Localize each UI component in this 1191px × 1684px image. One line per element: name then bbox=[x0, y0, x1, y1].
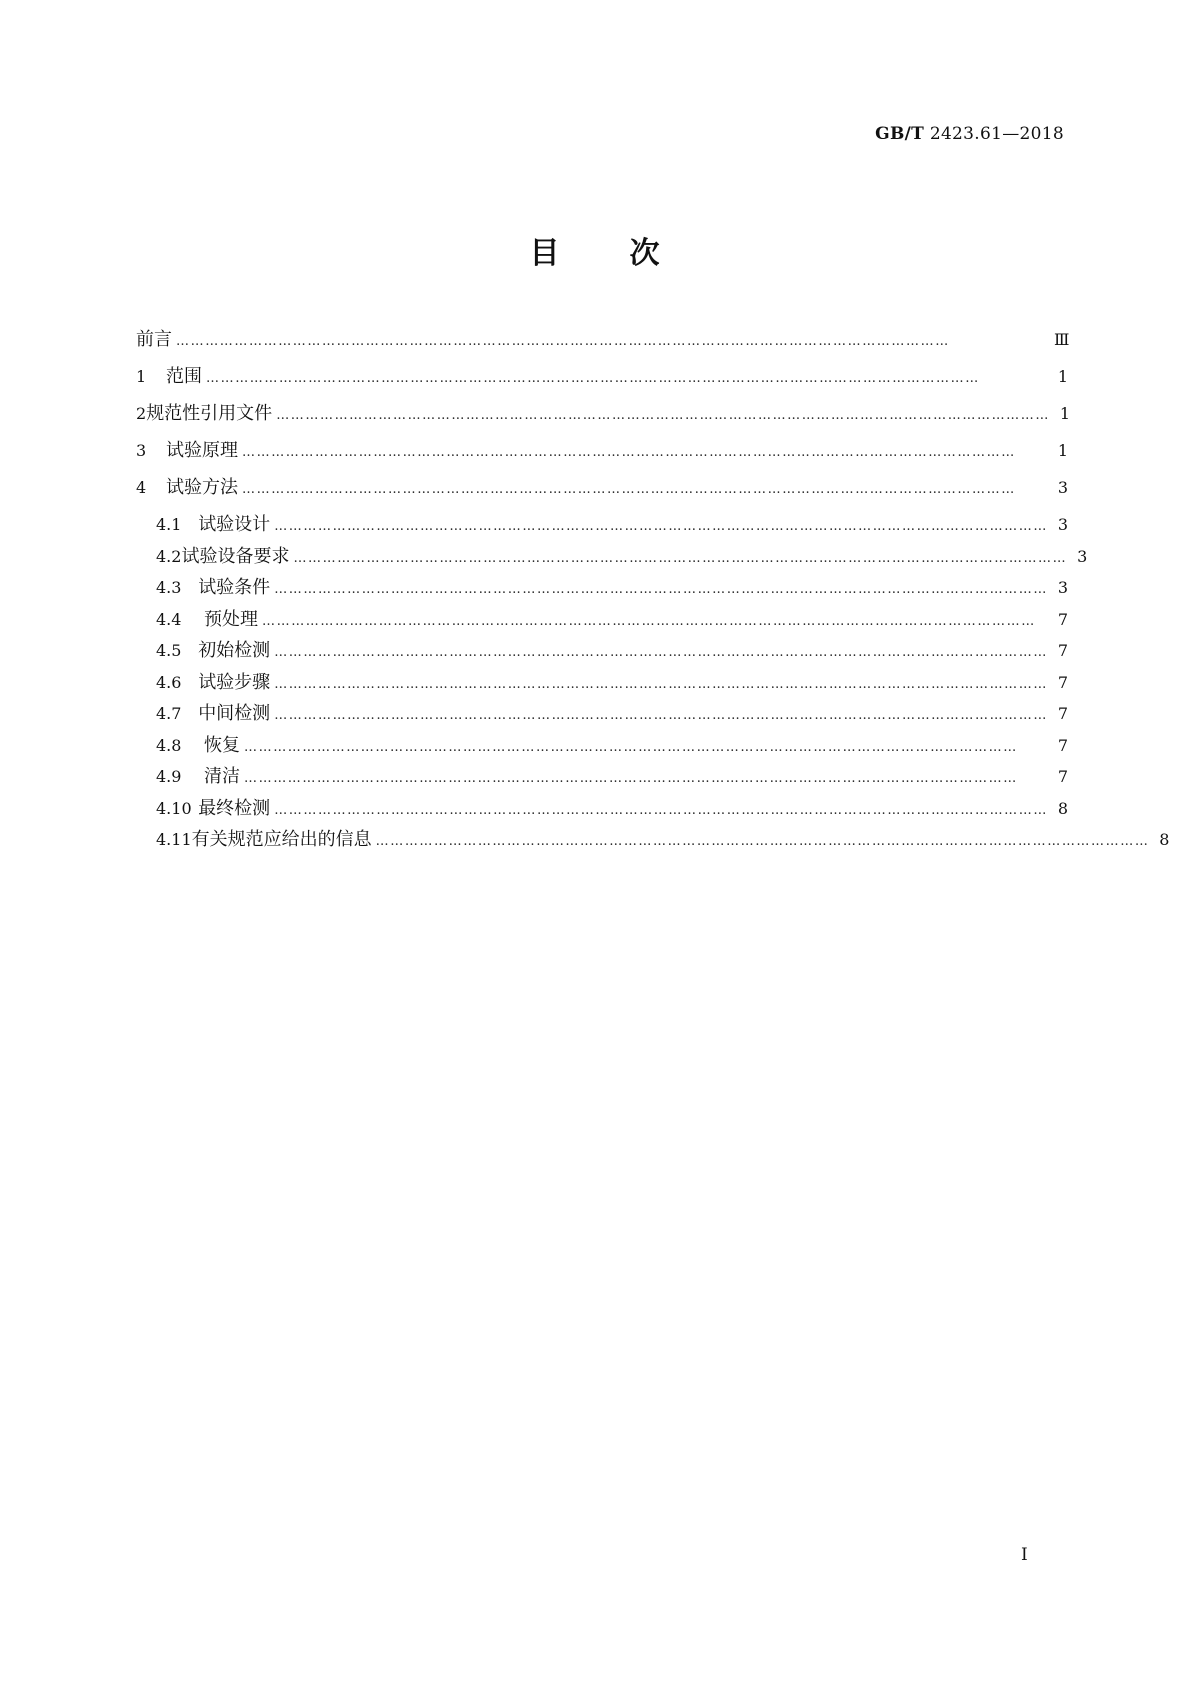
toc-entry-number: 4.7 bbox=[156, 704, 182, 723]
toc-entry-4-10[interactable] bbox=[136, 794, 1068, 826]
toc-entry-page: 1 bbox=[1057, 441, 1068, 460]
toc-entry-4-5[interactable] bbox=[136, 636, 1068, 668]
standard-code bbox=[875, 124, 1064, 144]
dot-leader: …………………………………………………………………………………………………………………………………………… bbox=[274, 802, 1048, 818]
toc-entry-label: 范围 bbox=[166, 366, 202, 387]
toc-entry-3[interactable] bbox=[136, 436, 1068, 473]
page-number: Ⅰ bbox=[1021, 1545, 1028, 1565]
toc-entry-page: 3 bbox=[1057, 515, 1068, 534]
dot-leader: …………………………………………………………………………………………………………………………………………… bbox=[375, 834, 1150, 849]
toc-entry-1[interactable] bbox=[136, 362, 1068, 399]
toc-entry-number: 4.9 bbox=[156, 767, 182, 786]
toc-entry-label: 恢复 bbox=[204, 734, 240, 756]
dot-leader: …………………………………………………………………………………………………………………………………………… bbox=[274, 676, 1048, 692]
dot-leader: …………………………………………………………………………………………………………………………………………… bbox=[244, 739, 1018, 755]
dot-leader: …………………………………………………………………………………………………………………………………………… bbox=[274, 645, 1048, 660]
toc-entry-page: 1 bbox=[1059, 404, 1070, 423]
toc-entry-label: 中间检测 bbox=[198, 703, 271, 724]
dot-leader: …………………………………………………………………………………………………………………………………………… bbox=[274, 519, 1048, 534]
toc-entry-label: 试验方法 bbox=[166, 477, 238, 498]
toc-entry-label: 有关规范应给出的信息 bbox=[191, 829, 372, 850]
toc-entry-label: 试验设计 bbox=[198, 514, 271, 535]
toc-entry-page: 3 bbox=[1057, 478, 1068, 497]
toc-entry-page: 7 bbox=[1057, 704, 1068, 723]
toc-entry-4-3[interactable] bbox=[136, 573, 1068, 605]
toc-entry-4-8[interactable] bbox=[136, 731, 1068, 763]
dot-leader: …………………………………………………………………………………………………………………………………………… bbox=[242, 445, 1016, 460]
toc-entry-4-1[interactable] bbox=[136, 510, 1068, 542]
toc-entry-label: 试验设备要求 bbox=[181, 545, 290, 567]
toc-entry-label: 试验步骤 bbox=[198, 671, 271, 693]
standard-prefix: GB/T bbox=[875, 124, 925, 144]
toc-entry-page: 8 bbox=[1159, 830, 1170, 849]
dot-leader: …………………………………………………………………………………………………………………………………………… bbox=[276, 408, 1050, 423]
toc-entry-4-7[interactable] bbox=[136, 699, 1068, 731]
toc-entry-number: 3 bbox=[136, 441, 147, 460]
toc-entry-number: 4.4 bbox=[156, 609, 182, 629]
dot-leader: …………………………………………………………………………………………………………………………………………… bbox=[274, 582, 1048, 597]
toc-entry-page: Ⅲ bbox=[1054, 330, 1070, 349]
toc-entry-foreword[interactable] bbox=[136, 325, 1068, 362]
toc-entry-label: 预处理 bbox=[204, 608, 258, 630]
toc-entry-label: 前言 bbox=[136, 329, 172, 350]
toc-title bbox=[0, 228, 1191, 272]
dot-leader: …………………………………………………………………………………………………………………………………………… bbox=[242, 482, 1016, 497]
toc-entry-4[interactable] bbox=[136, 473, 1068, 510]
toc-entry-label: 试验原理 bbox=[166, 440, 238, 461]
toc-entry-number: 4.1 bbox=[156, 515, 182, 534]
toc-entry-page: 8 bbox=[1057, 798, 1068, 818]
toc-entry-page: 7 bbox=[1057, 767, 1068, 786]
toc-entry-label: 规范性引用文件 bbox=[146, 403, 273, 424]
toc-entry-number: 4 bbox=[136, 478, 147, 497]
toc-entry-number: 4.2 bbox=[156, 546, 182, 566]
toc-entry-number: 4.11 bbox=[156, 830, 192, 849]
toc-entry-number: 1 bbox=[136, 367, 147, 386]
dot-leader: …………………………………………………………………………………………………………………………………………… bbox=[293, 550, 1068, 566]
toc-entry-4-6[interactable] bbox=[136, 668, 1068, 700]
toc-entry-page: 7 bbox=[1057, 735, 1068, 755]
toc-entry-label: 最终检测 bbox=[198, 797, 271, 819]
toc-entry-4-11[interactable] bbox=[136, 825, 1170, 857]
dot-leader: …………………………………………………………………………………………………………………………………………… bbox=[262, 613, 1036, 629]
toc-entry-page: 3 bbox=[1057, 578, 1068, 597]
toc-entry-number: 4.8 bbox=[156, 735, 182, 755]
toc-entry-number: 4.5 bbox=[156, 641, 182, 660]
toc-entry-number: 4.6 bbox=[156, 672, 182, 692]
dot-leader: …………………………………………………………………………………………………………………………………………… bbox=[244, 771, 1018, 786]
toc-title-char-2: 次 bbox=[629, 236, 662, 271]
toc-entry-number: 4.3 bbox=[156, 578, 182, 597]
toc-entry-page: 7 bbox=[1057, 641, 1068, 660]
toc-entry-4-2[interactable] bbox=[136, 542, 1088, 574]
toc-entry-label: 清洁 bbox=[204, 766, 240, 787]
toc-entry-4-9[interactable] bbox=[136, 762, 1068, 794]
table-of-contents bbox=[136, 325, 1170, 857]
toc-entry-page: 1 bbox=[1057, 367, 1068, 386]
toc-entry-number: 4.10 bbox=[156, 798, 192, 818]
toc-entry-page: 3 bbox=[1077, 546, 1088, 566]
toc-title-char-1: 目 bbox=[529, 236, 562, 271]
toc-entry-label: 试验条件 bbox=[198, 577, 271, 598]
dot-leader: …………………………………………………………………………………………………………………………………………… bbox=[274, 708, 1048, 723]
standard-number: 2423.61—2018 bbox=[929, 124, 1064, 144]
toc-entry-2[interactable] bbox=[136, 399, 1068, 436]
toc-entry-page: 7 bbox=[1057, 672, 1068, 692]
toc-entry-4-4[interactable] bbox=[136, 605, 1068, 637]
dot-leader: …………………………………………………………………………………………………………………………………………… bbox=[176, 334, 950, 349]
toc-entry-label: 初始检测 bbox=[198, 640, 271, 661]
toc-entry-page: 7 bbox=[1057, 609, 1068, 629]
dot-leader: …………………………………………………………………………………………………………………………………………… bbox=[206, 371, 980, 386]
toc-entry-number: 2 bbox=[136, 404, 147, 423]
